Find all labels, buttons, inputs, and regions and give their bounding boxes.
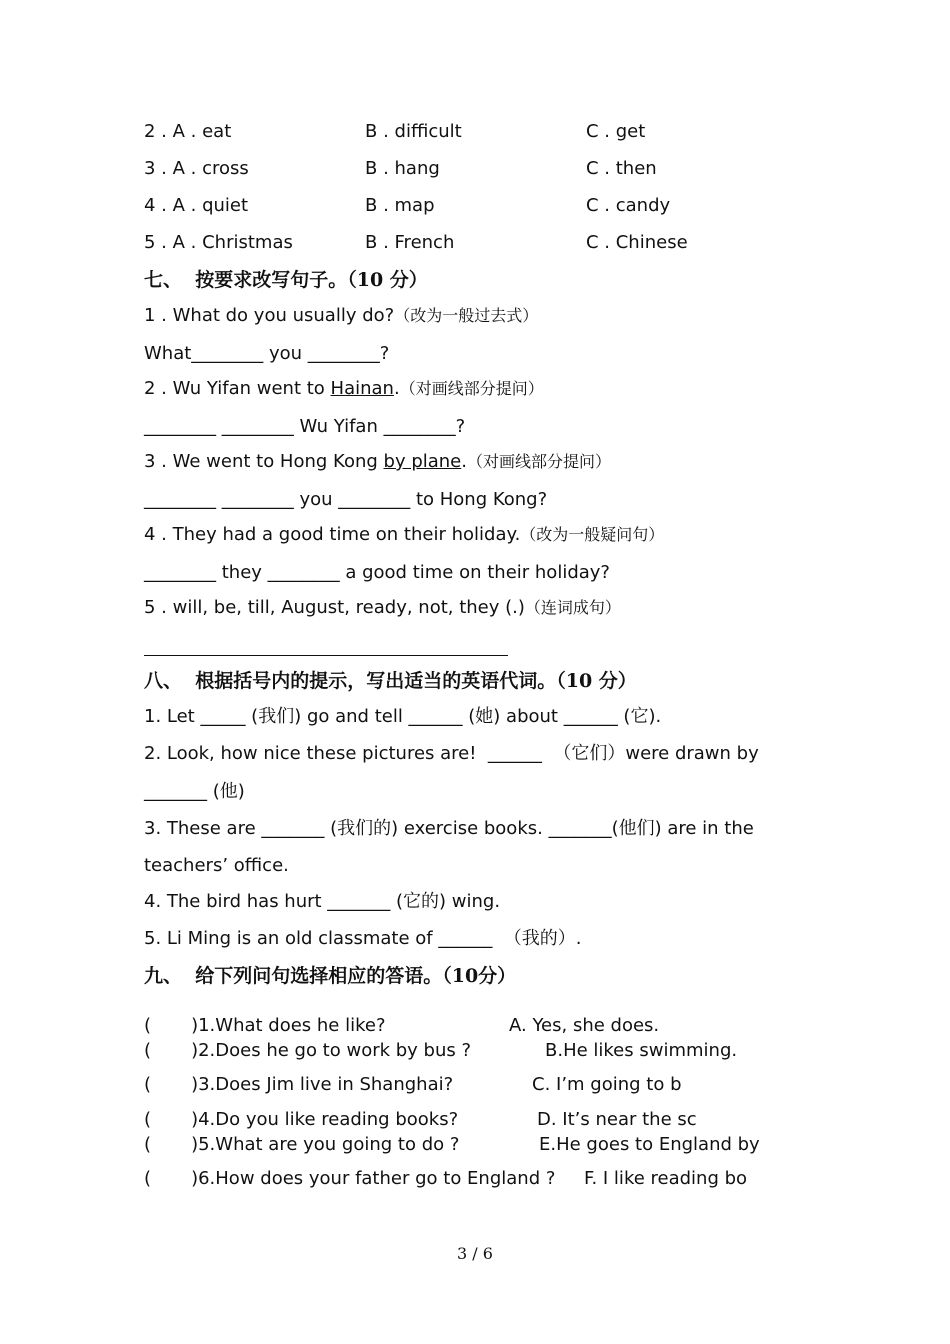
s9-a4: D. It’s near the sc [537,1109,697,1130]
s9-a5: E.He goes to England by [539,1134,760,1155]
s7-q3-hint: （对画线部分提问） [467,452,612,471]
s7-q5-text: 5 . will, be, till, August, ready, not, they (.) [144,597,525,618]
s7-q1-answer: What________ you ________? [144,343,390,364]
s9-a6: F. I like reading bo [584,1168,748,1189]
s7-q3-underlined: by plane [383,451,462,472]
s7-q3-pre: 3 . We went to Hong Kong [144,451,384,472]
s7-q2-pre: 2 . Wu Yifan went to [144,378,331,399]
s7-q1 [144,304,538,328]
s7-q2-post: . [393,378,400,399]
s7-q1-hint: （改为一般过去式） [394,306,539,325]
s9-a1: A. Yes, she does. [509,1015,660,1036]
page-number: 3 / 6 [457,1244,493,1263]
s9-q6: ( )6.How does your father go to England ? [144,1168,556,1189]
s8-line-4: 3. These are _______ (我们的) exercise books. _______(他们) are in the [144,818,754,839]
s7-q5-hint: （连词成句） [524,598,621,617]
s8-line-2: 2. Look, how nice these pictures are! ______ （它们）were drawn by [144,743,759,764]
choice-3-a: 3 . A . cross [144,158,249,179]
choice-5-a: 5 . A . Christmas [144,232,293,253]
s7-q2-underlined: Hainan [330,378,394,399]
choice-4-c: C . candy [586,195,671,216]
section7-heading: 七、 按要求改写句子。（10 分） [144,269,428,291]
choice-5-c: C . Chinese [586,232,688,253]
choice-4-b: B . map [365,195,435,216]
s9-q5: ( )5.What are you going to do ? [144,1134,460,1155]
choice-2-b: B . difficult [365,121,462,142]
s7-q5 [144,596,621,620]
s9-q2: ( )2.Does he go to work by bus ? [144,1040,472,1061]
s8-line-7: 5. Li Ming is an old classmate of ______ （我的）. [144,928,582,949]
s9-a3: C. I’m going to b [532,1074,682,1095]
s7-q1-text: 1 . What do you usually do? [144,305,395,326]
s7-q4-hint: （改为一般疑问句） [520,525,665,544]
section9-heading: 九、 给下列问句选择相应的答语。（10分） [144,965,517,987]
s9-q1: ( )1.What does he like? [144,1015,386,1036]
s8-line-3: _______ (他) [144,781,245,802]
s7-q4 [144,523,664,547]
s7-q2 [144,377,544,401]
s9-q3: ( )3.Does Jim live in Shanghai? [144,1074,454,1095]
s7-q4-answer: ________ they ________ a good time on their holiday? [144,562,610,583]
s8-line-1: 1. Let _____ (我们) go and tell ______ (她) about ______ (它). [144,706,662,727]
s7-q3-answer: ________ ________ you ________ to Hong Kong? [144,489,548,510]
s7-q2-hint: （对画线部分提问） [399,379,544,398]
choice-2-c: C . get [586,121,646,142]
s7-q5-answer-line [144,655,508,656]
s7-q3-post: . [461,451,467,472]
s9-q4: ( )4.Do you like reading books? [144,1109,459,1130]
s7-q4-text: 4 . They had a good time on their holiday. [144,524,521,545]
s8-line-6: 4. The bird has hurt _______ (它的) wing. [144,891,501,912]
choice-5-b: B . French [365,232,455,253]
choice-3-b: B . hang [365,158,440,179]
choice-4-a: 4 . A . quiet [144,195,249,216]
s9-a2: B.He likes swimming. [545,1040,738,1061]
s7-q2-answer: ________ ________ Wu Yifan ________? [144,416,466,437]
choice-3-c: C . then [586,158,657,179]
s8-line-5: teachers’ office. [144,855,289,876]
choice-2-a: 2 . A . eat [144,121,232,142]
s7-q3 [144,450,611,474]
section8-heading: 八、 根据括号内的提示，写出适当的英语代词。（10 分） [144,670,637,692]
